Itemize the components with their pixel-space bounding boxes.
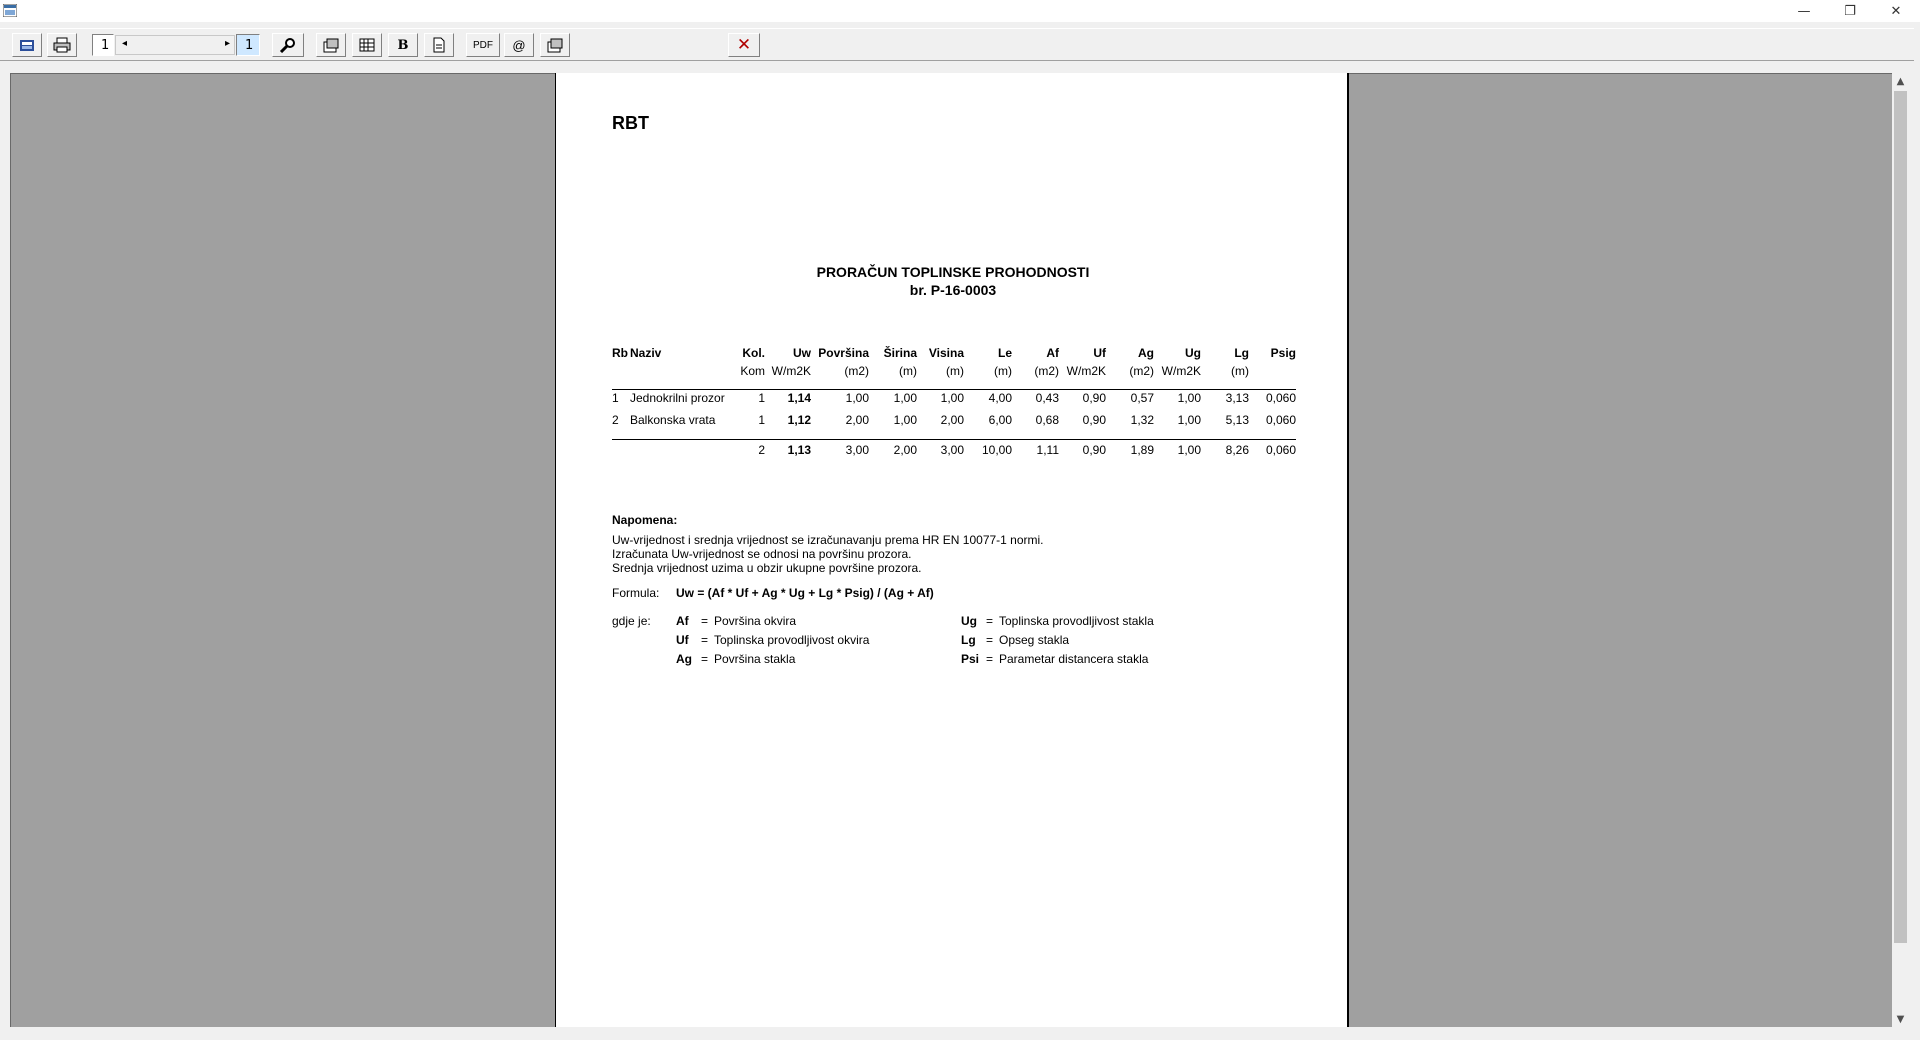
formula-label: Formula:	[612, 586, 660, 600]
legend-symbol: Psi	[961, 652, 980, 666]
toolbar	[0, 28, 1914, 61]
columns-icon	[358, 37, 376, 53]
window-close-icon: ✕	[1890, 3, 1902, 19]
table-cell: 1,12	[787, 413, 811, 427]
legend-equals: =	[701, 614, 709, 628]
app-icon	[3, 4, 17, 17]
legend-equals: =	[986, 614, 994, 628]
zoom-icon	[279, 37, 297, 53]
total-cell: 0,90	[1082, 443, 1106, 457]
export-icon	[18, 37, 36, 53]
column-header: Širina	[883, 346, 917, 360]
column-header: Ug	[1185, 346, 1201, 360]
page-button[interactable]	[424, 33, 454, 57]
table-cell: 0,68	[1035, 413, 1059, 427]
table-cell: 2	[612, 413, 619, 427]
table-cell: 3,13	[1225, 391, 1249, 405]
restore-button[interactable]	[1827, 0, 1873, 22]
table-cell: 1,00	[845, 391, 869, 405]
close-icon: ✕	[736, 35, 752, 55]
setup-button[interactable]	[316, 33, 346, 57]
vertical-scrollbar[interactable]	[1892, 73, 1909, 1028]
column-unit: (m2)	[1129, 364, 1154, 378]
column-header: Uw	[793, 346, 811, 360]
restore-icon: ❐	[1844, 3, 1856, 19]
page-slider[interactable]	[115, 35, 235, 55]
legend-symbol: Ag	[676, 652, 692, 666]
column-header: Kol.	[742, 346, 765, 360]
note-title: Napomena:	[612, 513, 678, 527]
column-unit: (m)	[946, 364, 964, 378]
scroll-thumb[interactable]	[1894, 91, 1907, 943]
total-cell: 1,00	[1177, 443, 1201, 457]
close-report-button[interactable]	[728, 33, 760, 57]
table-cell: 0,060	[1265, 413, 1296, 427]
table-cell: 0,57	[1130, 391, 1154, 405]
table-cell: 6,00	[988, 413, 1012, 427]
formula: Uw = (Af * Uf + Ag * Ug + Lg * Psig) / (Ag + Af)	[676, 586, 934, 600]
legend-equals: =	[986, 633, 994, 647]
legend-description: Toplinska provodljivost stakla	[999, 614, 1154, 628]
column-header: Površina	[818, 346, 869, 360]
table-cell: 1	[758, 391, 765, 405]
column-unit: (m)	[1231, 364, 1249, 378]
column-unit: W/m2K	[1066, 364, 1106, 378]
legend-equals: =	[701, 633, 709, 647]
column-header: Uf	[1093, 346, 1106, 360]
company-name: RBT	[612, 113, 649, 133]
total-cell: 10,00	[981, 443, 1012, 457]
total-cell: 1,11	[1036, 443, 1059, 457]
column-unit: Kom	[740, 364, 765, 378]
legend-equals: =	[986, 652, 994, 666]
bold-icon: B	[397, 37, 409, 53]
table-cell: 1,14	[787, 391, 811, 405]
table-cell: Jednokrilni prozor	[630, 391, 725, 405]
pdf-icon: PDF	[473, 39, 493, 51]
table-cell: 1,32	[1130, 413, 1154, 427]
table-cell: 0,90	[1082, 413, 1106, 427]
total-cell: 1,89	[1130, 443, 1154, 457]
column-header: Lg	[1234, 346, 1249, 360]
table-cell: 1,00	[893, 413, 917, 427]
page-icon	[430, 37, 448, 53]
total-pages-field: 1	[236, 34, 260, 56]
legend-description: Površina stakla	[714, 652, 796, 666]
legend-symbol: Af	[676, 614, 689, 628]
total-cell: 8,26	[1225, 443, 1249, 457]
column-header: Psig	[1270, 346, 1296, 360]
total-cell: 1,13	[787, 443, 811, 457]
column-unit: (m)	[994, 364, 1012, 378]
report-page	[555, 73, 1349, 1027]
print-button[interactable]	[47, 33, 77, 57]
total-cell: 3,00	[845, 443, 869, 457]
total-cell: 2,00	[893, 443, 917, 457]
settings-icon	[546, 37, 564, 53]
minimize-button[interactable]	[1781, 0, 1827, 22]
column-header: Af	[1046, 346, 1059, 360]
legend-description: Površina okvira	[714, 614, 797, 628]
header-divider	[612, 389, 1296, 390]
zoom-button[interactable]	[272, 33, 304, 57]
legend-equals: =	[701, 652, 709, 666]
window-close-button[interactable]	[1873, 0, 1919, 22]
legend-description: Toplinska provodljivost okvira	[714, 633, 870, 647]
columns-button[interactable]	[352, 33, 382, 57]
status-strip	[0, 1027, 1920, 1040]
table-cell: 1,00	[940, 391, 964, 405]
column-unit: (m2)	[844, 364, 869, 378]
totals-divider	[612, 439, 1296, 440]
pdf-button[interactable]	[466, 33, 500, 57]
total-cell: 2	[758, 443, 765, 457]
table-cell: 0,060	[1265, 391, 1296, 405]
print-icon	[53, 37, 71, 53]
bold-button[interactable]	[388, 33, 418, 57]
column-unit: W/m2K	[771, 364, 811, 378]
table-cell: 1,00	[893, 391, 917, 405]
table-cell: 0,43	[1035, 391, 1059, 405]
table-cell: 2,00	[845, 413, 869, 427]
current-page-input[interactable]: 1	[92, 34, 114, 56]
legend-description: Opseg stakla	[999, 633, 1070, 647]
table-cell: 1,00	[1177, 413, 1201, 427]
minimize-icon: —	[1797, 3, 1811, 19]
settings-button[interactable]	[540, 33, 570, 57]
setup-icon	[322, 37, 340, 53]
column-unit: W/m2K	[1161, 364, 1201, 378]
note-line: Uw-vrijednost i srednja vrijednost se izračunavanju prema HR EN 10077-1 normi.	[612, 533, 1044, 547]
table-cell: 0,90	[1082, 391, 1106, 405]
column-header: Visina	[928, 346, 964, 360]
export-button[interactable]	[12, 33, 42, 57]
legend-symbol: Ug	[961, 614, 977, 628]
table-cell: 1,00	[1177, 391, 1201, 405]
total-cell: 0,060	[1265, 443, 1296, 457]
scroll-down-icon[interactable]: ▼	[1896, 1014, 1905, 1025]
report-title: PRORAČUN TOPLINSKE PROHODNOSTI	[816, 264, 1090, 280]
note-line: Izračunata Uw-vrijednost se odnosi na površinu prozora.	[612, 547, 912, 561]
legend-symbol: Lg	[961, 633, 976, 647]
where-label: gdje je:	[612, 614, 651, 628]
table-cell: 5,13	[1225, 413, 1249, 427]
table-cell: Balkonska vrata	[630, 413, 716, 427]
column-header: Rb	[612, 346, 628, 360]
slider-right-arrow-icon[interactable]: ▸	[224, 38, 230, 49]
total-cell: 3,00	[940, 443, 964, 457]
column-unit: (m2)	[1034, 364, 1059, 378]
slider-left-arrow-icon[interactable]: ◂	[122, 38, 128, 49]
table-cell: 4,00	[988, 391, 1012, 405]
scroll-up-icon[interactable]: ▲	[1896, 76, 1905, 87]
legend-description: Parametar distancera stakla	[999, 652, 1149, 666]
email-button[interactable]	[504, 33, 534, 57]
title-bar	[0, 0, 1920, 22]
legend-symbol: Uf	[676, 633, 689, 647]
column-header: Naziv	[630, 346, 662, 360]
column-header: Le	[997, 346, 1012, 360]
email-icon: @	[512, 37, 526, 53]
note-line: Srednja vrijednost uzima u obzir ukupne površine prozora.	[612, 561, 922, 575]
report-number: br. P-16-0003	[909, 282, 997, 298]
table-cell: 2,00	[940, 413, 964, 427]
table-cell: 1	[612, 391, 619, 405]
table-cell: 1	[758, 413, 765, 427]
column-unit: (m)	[899, 364, 917, 378]
column-header: Ag	[1138, 346, 1154, 360]
